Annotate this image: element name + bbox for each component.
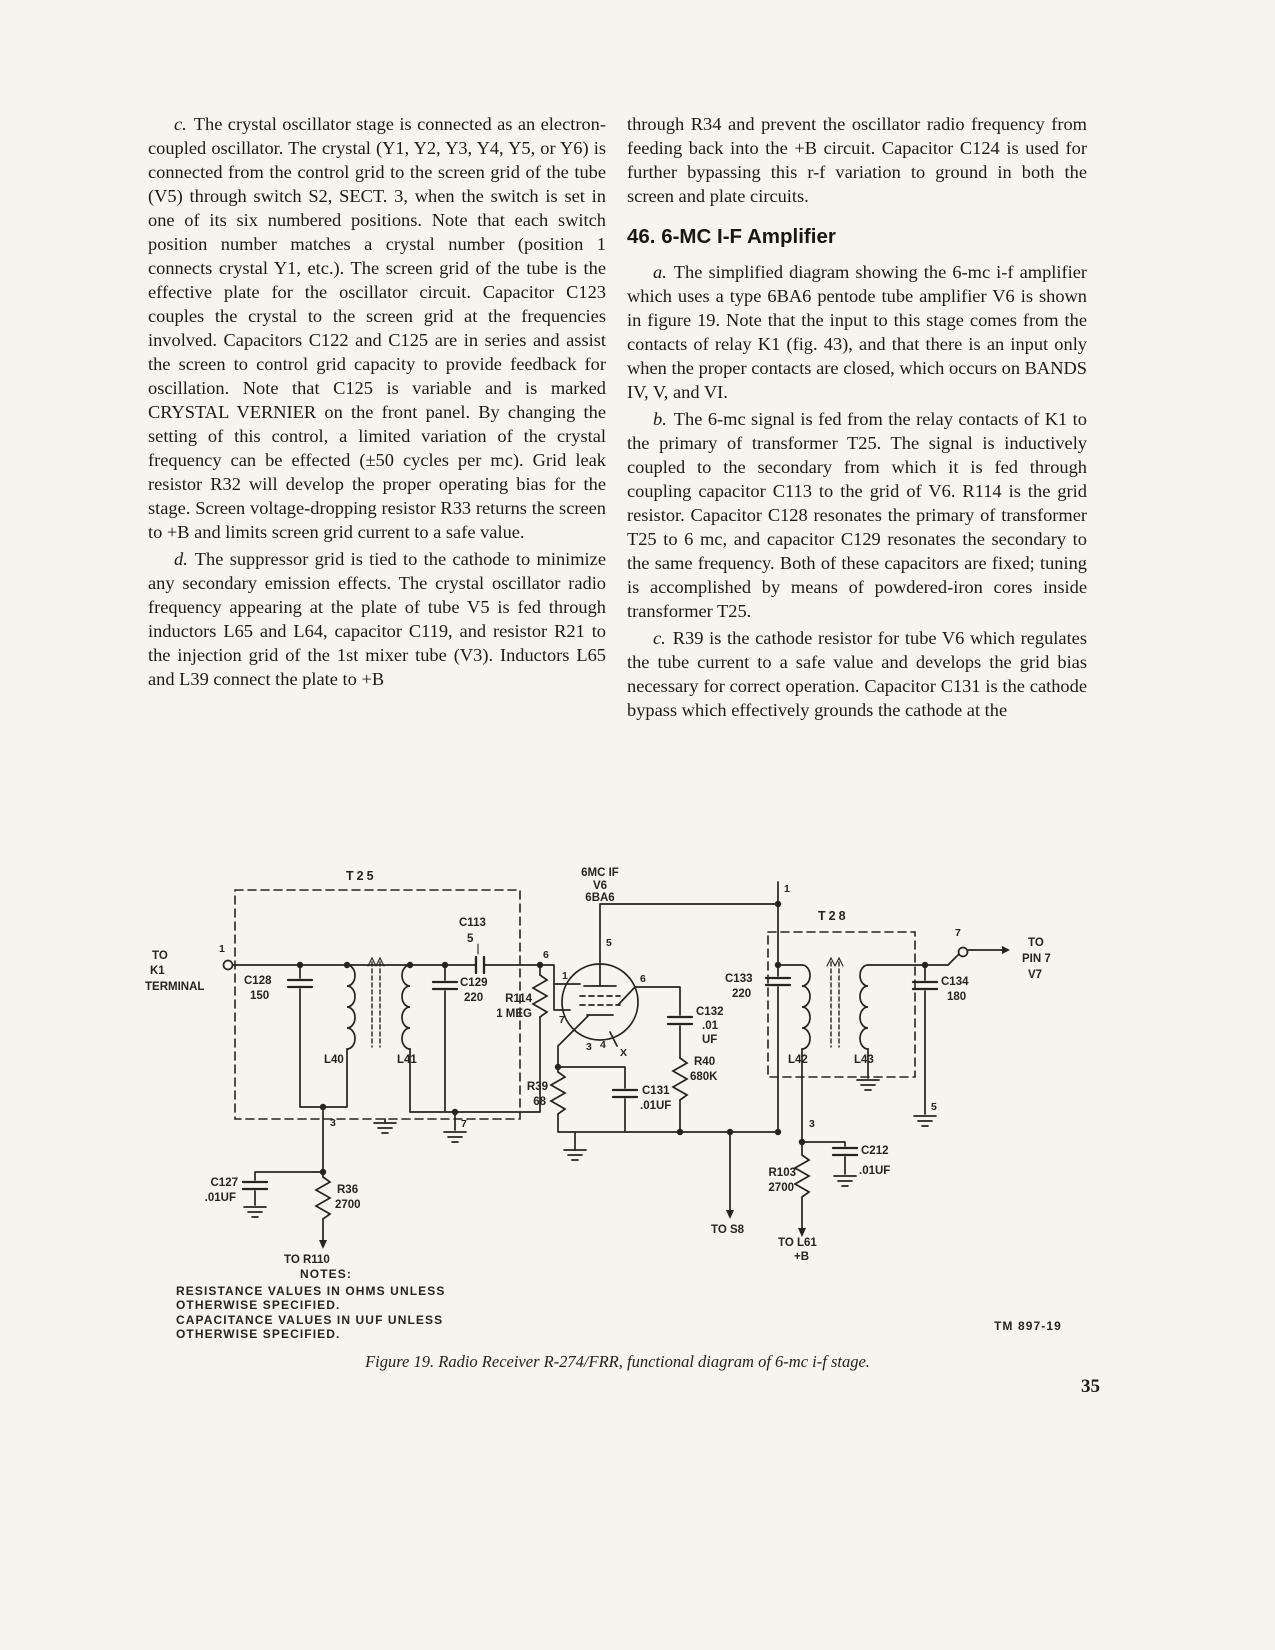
cap-c127-value: .01UF: [204, 1192, 236, 1204]
pin-1-tube: 1: [562, 970, 568, 982]
paragraph-text: The suppressor grid is tied to the cathode to minimize any secondary emission effects. The crystal oscillator radio frequency appearing at the plate of tube V5 is fed through inductors L65 and L64, capacitor C119, and resistor R21 to the injection grid of the 1st mixer tube (V3). Inductors L65 and L39 connect the plate to +B: [148, 549, 606, 689]
pin-7-tube: 7: [559, 1014, 565, 1026]
paragraph-label: b.: [653, 409, 667, 429]
paragraph-c: [148, 112, 606, 544]
cap-c128-value: 150: [250, 990, 270, 1002]
cap-c127-label: C127: [210, 1177, 238, 1189]
tube-grids: [580, 996, 620, 1005]
output-label-pin7: PIN 7: [1022, 953, 1051, 965]
res-r103-value: 2700: [768, 1182, 794, 1194]
res-r40-value: 680K: [690, 1071, 718, 1083]
notes-line1: RESISTANCE VALUES IN OHMS UNLESS: [176, 1284, 446, 1298]
notes-title: NOTES:: [300, 1267, 352, 1281]
tm-reference: TM 897-19: [994, 1319, 1062, 1333]
cap-c132-value: .01: [702, 1020, 718, 1032]
resistor-r39: [551, 1072, 565, 1114]
paragraph-text: The crystal oscillator stage is connected as an electron-coupled oscillator. The crystal (Y1, Y2, Y3, Y4, Y5, or Y6) is connected from the control grid to the screen grid of the tube (V5) through switch S2, SECT. 3, when the switch is set in one of its six numbered positions. Note that each switch position number matches a crystal number (position 1 connects crystal Y1, etc.). The screen grid of the tube is the effective plate for the oscillator circuit. Capacitor C123 couples the crystal to the screen grid at the frequencies involved. Capacitors C122 and C125 are in series and assist the screen to control grid capacity to provide feedback for oscillation. Note that C125 is variable and is marked CRYSTAL VERNIER on the front panel. By changing the setting of this control, a limited variation of the crystal frequency can be effected (±50 cycles per mc). Grid leak resistor R32 will develop the proper operating bias for the stage. Screen voltage-dropping resistor R33 returns the screen to +B and limits screen grid current to a safe value.: [148, 114, 606, 542]
paragraph-a: [627, 260, 1087, 404]
cap-c129-label: C129: [460, 977, 488, 989]
pin-3-left: 3: [330, 1117, 336, 1129]
output-terminal: [959, 948, 968, 957]
resistor-r114: [533, 975, 547, 1017]
res-r40-label: R40: [694, 1056, 716, 1068]
paragraph-label: d.: [174, 549, 188, 569]
pin-3-right: 3: [809, 1118, 815, 1130]
notes-line3: CAPACITANCE VALUES IN UUF UNLESS: [176, 1313, 444, 1327]
paragraph-text: through R34 and prevent the oscillator radio frequency from feeding back into the +B circuit. Capacitor C124 is used for further bypassing this r-f variation to ground in both the screen and plate circuits.: [627, 114, 1087, 206]
transformer-t25-label: T25: [346, 869, 377, 883]
res-r36-label: R36: [337, 1184, 359, 1196]
coil-l42: [802, 965, 810, 1049]
paragraph-continuation: [627, 112, 1087, 208]
lead-arrowheads: [319, 946, 1010, 1249]
res-r36-value: 2700: [335, 1199, 361, 1211]
tube-label-line2: V6: [592, 880, 608, 892]
cap-c212-value: .01UF: [859, 1165, 891, 1177]
paragraph-text: R39 is the cathode resistor for tube V6 which regulates the tube current to a safe value and develops the grid bias necessary for correct operation. Capacitor C131 is the cathode bypass which effectively grounds the cathode at the: [627, 628, 1087, 720]
resistor-r103: [795, 1155, 809, 1197]
res-r114-value: 1 MEG: [496, 1008, 532, 1020]
pin-1-bplus: 1: [784, 883, 790, 895]
left-column: [148, 112, 606, 694]
paragraph-label: c.: [653, 628, 666, 648]
cap-c113-label: C113: [459, 917, 486, 929]
inductors: [347, 958, 868, 1049]
tube-label-line3: 6BA6: [585, 892, 615, 904]
paragraph-label: c.: [174, 114, 187, 134]
coil-l43: [860, 965, 868, 1049]
lead-to-s8: TO S8: [711, 1224, 745, 1236]
x-mark: X: [620, 1047, 628, 1059]
cap-c133-label: C133: [725, 973, 753, 985]
paragraph-c2: [627, 626, 1087, 722]
res-r39-value: 68: [533, 1096, 546, 1108]
input-terminal: [224, 961, 233, 970]
res-r103-label: R103: [768, 1167, 796, 1179]
cap-c133-value: 220: [732, 988, 752, 1000]
res-r114-label: R114: [505, 993, 532, 1005]
cap-c132-label: C132: [696, 1006, 724, 1018]
cap-c113-value: 5: [467, 933, 474, 945]
pin-1-input: 1: [219, 943, 225, 955]
coil-l42-label: L42: [788, 1054, 808, 1066]
pin-5-right: 5: [931, 1101, 937, 1113]
input-label-terminal: TERMINAL: [145, 981, 205, 993]
pin-4-tube: 4: [600, 1039, 606, 1051]
notes-line2: OTHERWISE SPECIFIED.: [176, 1298, 341, 1312]
pin-3-tube: 3: [586, 1041, 592, 1053]
cap-c134-label: C134: [941, 976, 969, 988]
paragraph-text: The simplified diagram showing the 6-mc i-f amplifier which uses a type 6BA6 pentode tube amplifier V6 is shown in figure 19. Note that the input to this stage comes from the contacts of relay K1 (fig. 43), and that there is an input only when the proper contacts are closed, which occurs on BANDS IV, V, and VI.: [627, 262, 1087, 402]
paragraph-label: a.: [653, 262, 667, 282]
notes-line4: OTHERWISE SPECIFIED.: [176, 1327, 341, 1341]
figure-caption: Figure 19. Radio Receiver R-274/FRR, functional diagram of 6-mc i-f stage.: [365, 1352, 870, 1371]
circuit-schematic: [110, 862, 1170, 1362]
resistor-r36: [316, 1177, 330, 1219]
pin-6-grid: 6: [543, 949, 549, 961]
input-label-k1: K1: [150, 965, 165, 977]
paragraph-b: [627, 407, 1087, 623]
page-number: 35: [1081, 1376, 1100, 1397]
coil-l41-label: L41: [397, 1054, 417, 1066]
coil-l43-label: L43: [854, 1054, 874, 1066]
lead-to-r110: TO R110: [284, 1254, 330, 1266]
output-label-v7: V7: [1028, 969, 1043, 981]
pin-7-output: 7: [955, 927, 961, 939]
cap-c212-label: C212: [861, 1145, 889, 1157]
transformer-t28-label: T28: [818, 909, 849, 923]
cap-c131-label: C131: [642, 1085, 670, 1097]
cap-c134-value: 180: [947, 991, 967, 1003]
cap-c129-value: 220: [464, 992, 484, 1004]
lead-plus-b: +B: [794, 1251, 810, 1263]
lead-to-l61: TO L61: [778, 1237, 817, 1249]
tuning-core-lines: [372, 962, 839, 1047]
pin-6-plate: 6: [640, 973, 646, 985]
tube-v6: [562, 964, 638, 1040]
cap-c131-value: .01UF: [640, 1100, 672, 1112]
input-label-to: TO: [152, 950, 168, 962]
pin-7-ground: 7: [461, 1118, 467, 1130]
res-r39-label: R39: [526, 1081, 548, 1093]
tube-label-line1: 6MC IF: [581, 867, 619, 879]
output-label-to: TO: [1028, 937, 1044, 949]
resistor-r40: [673, 1058, 687, 1100]
tube-plate-cathode: [584, 964, 616, 1015]
paragraph-d: [148, 547, 606, 691]
paragraph-text: The 6-mc signal is fed from the relay contacts of K1 to the primary of transformer T25. The signal is inductively coupled to the secondary from which it is fed through coupling capacitor C113 to the grid of V6. R114 is the grid resistor. Capacitor C128 resonates the primary of transformer T25 to 6 mc, and capacitor C129 resonates the secondary to the same frequency. Both of these capacitors are fixed; tuning is accomplished by means of powdered-iron cores inside transformer T25.: [627, 409, 1087, 621]
cap-c128-label: C128: [244, 975, 272, 987]
section-heading: 46. 6-MC I-F Amplifier: [627, 225, 836, 248]
cap-c132-unit: UF: [702, 1034, 718, 1046]
coil-l40-label: L40: [324, 1054, 344, 1066]
coil-l41: [402, 965, 410, 1049]
right-column: [627, 112, 1087, 725]
pin-5-tube: 5: [606, 937, 612, 949]
coil-l40: [347, 965, 355, 1049]
